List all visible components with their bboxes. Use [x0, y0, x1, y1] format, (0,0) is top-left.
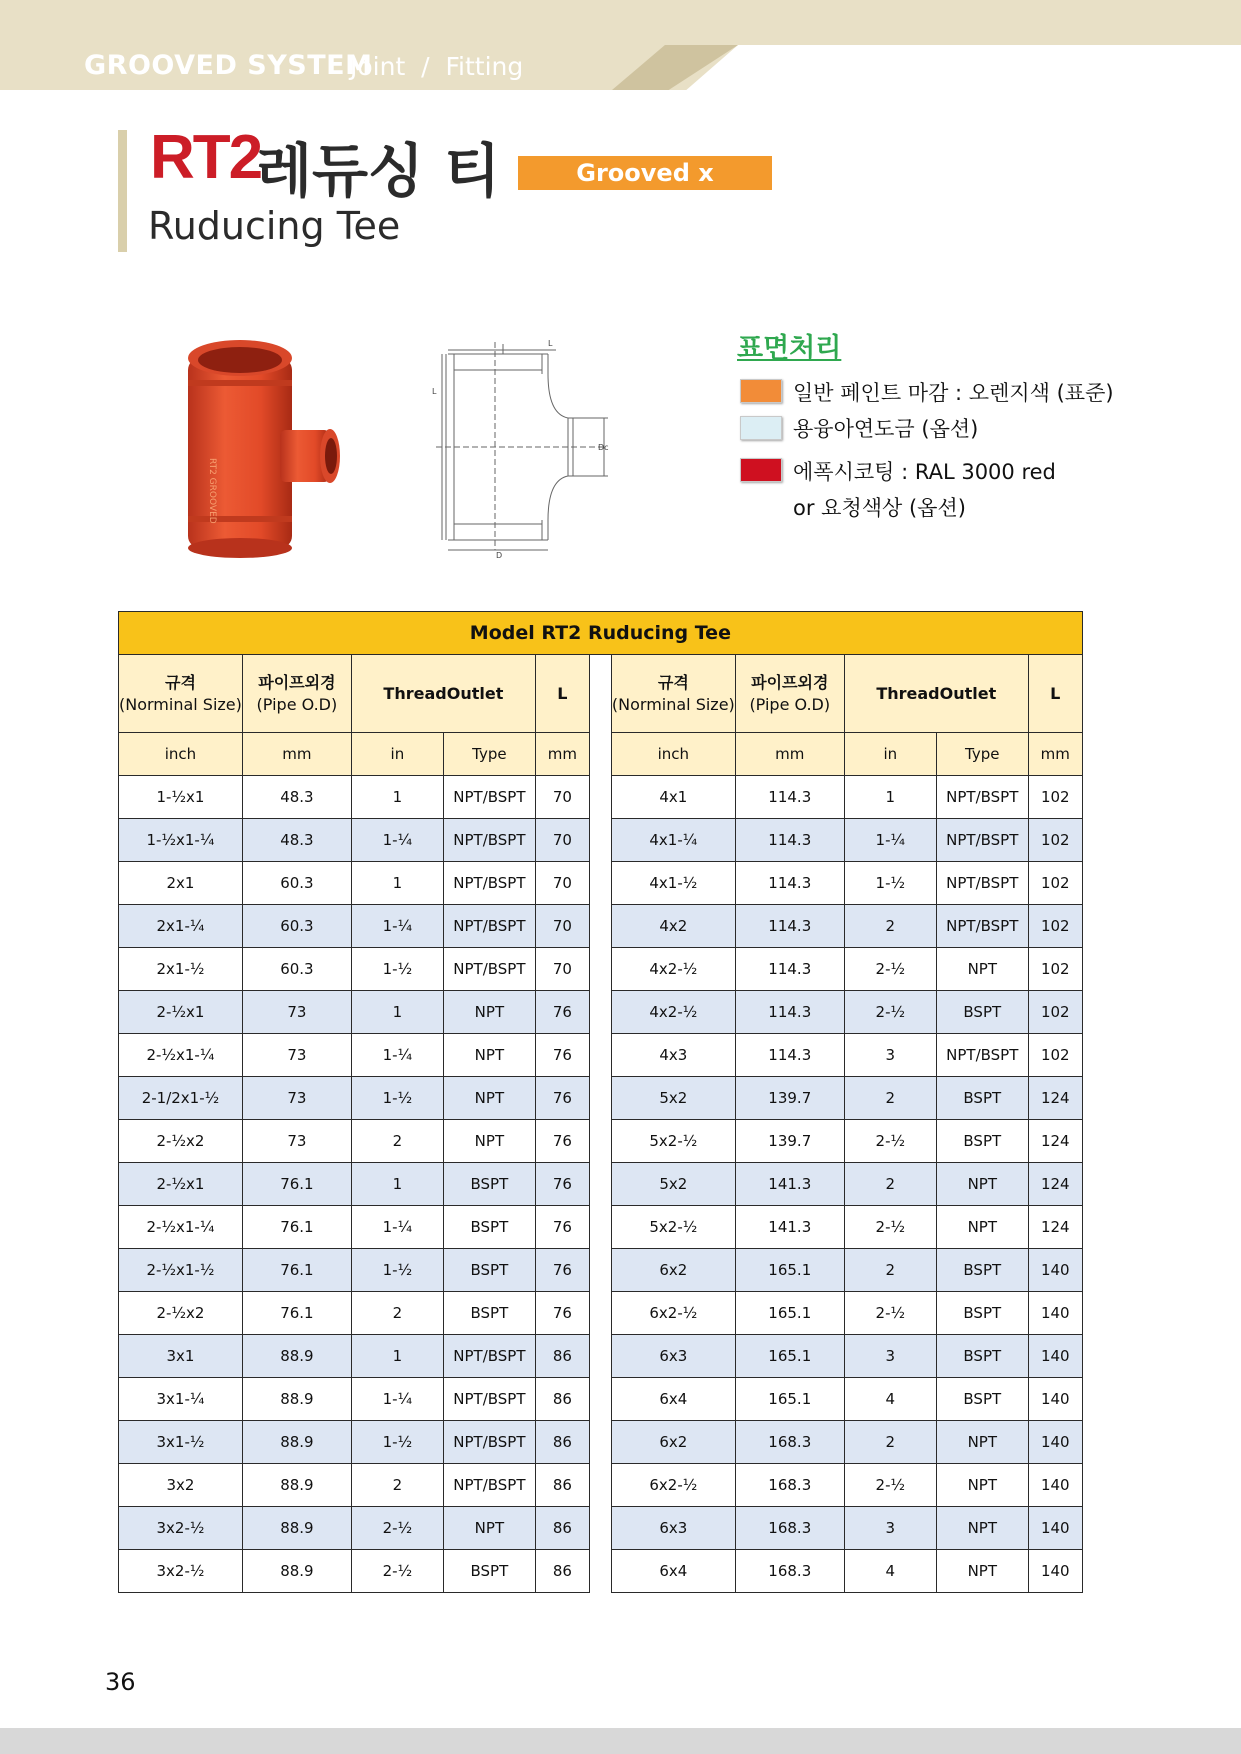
- cell-left-outlet-in: 1-½: [351, 1421, 443, 1464]
- galvanized-label: 용융아연도금 (옵션): [793, 417, 979, 441]
- cell-right-outlet-in: 2-½: [844, 1292, 936, 1335]
- table-row: [119, 1120, 1083, 1163]
- table-gap: [589, 862, 611, 905]
- cell-left-length: 86: [535, 1507, 589, 1550]
- cell-left-outlet-in: 1-¼: [351, 1378, 443, 1421]
- cell-left-size: 2x1-½: [119, 948, 243, 991]
- cell-left-pipe-od: 60.3: [242, 862, 351, 905]
- table-gap: [589, 1120, 611, 1163]
- table-gap: [589, 1335, 611, 1378]
- cell-right-outlet-type: BSPT: [936, 1249, 1028, 1292]
- cell-left-length: 86: [535, 1464, 589, 1507]
- cell-left-pipe-od: 73: [242, 991, 351, 1034]
- cell-right-outlet-type: BSPT: [936, 1292, 1028, 1335]
- unit-mm-right: mm: [735, 733, 844, 776]
- cell-right-length: 140: [1028, 1550, 1082, 1593]
- cell-left-pipe-od: 48.3: [242, 819, 351, 862]
- cell-left-outlet-in: 1: [351, 776, 443, 819]
- drawing-label-l: L: [548, 339, 553, 348]
- table-gap: [589, 905, 611, 948]
- cell-right-length: 102: [1028, 948, 1082, 991]
- cell-right-size: 5x2-½: [611, 1120, 735, 1163]
- cell-right-length: 102: [1028, 862, 1082, 905]
- cell-right-length: 124: [1028, 1163, 1082, 1206]
- cell-right-outlet-type: BSPT: [936, 1120, 1028, 1163]
- table-row: [119, 1292, 1083, 1335]
- table-row: [119, 1249, 1083, 1292]
- table-row: [119, 1507, 1083, 1550]
- table-gap: [589, 1421, 611, 1464]
- cell-right-size: 6x2-½: [611, 1292, 735, 1335]
- table-gap: [589, 948, 611, 991]
- cell-right-outlet-in: 1-½: [844, 862, 936, 905]
- spec-table-container: [118, 611, 1083, 1593]
- table-gap: [589, 1206, 611, 1249]
- cell-right-pipe-od: 168.3: [735, 1550, 844, 1593]
- cell-right-length: 102: [1028, 1034, 1082, 1077]
- unit-mm: mm: [242, 733, 351, 776]
- cell-right-pipe-od: 141.3: [735, 1206, 844, 1249]
- cell-left-length: 76: [535, 1163, 589, 1206]
- svg-text:RT2 GROOVED: RT2 GROOVED: [207, 458, 217, 524]
- table-gap: [589, 1249, 611, 1292]
- header-size-right: 규격 (Norminal Size): [611, 655, 735, 733]
- cell-left-outlet-in: 1-½: [351, 1077, 443, 1120]
- cell-left-outlet-type: NPT: [443, 1507, 535, 1550]
- cell-right-outlet-type: BSPT: [936, 1378, 1028, 1421]
- cell-left-outlet-type: NPT/BSPT: [443, 1421, 535, 1464]
- cell-right-pipe-od: 165.1: [735, 1249, 844, 1292]
- cell-right-outlet-type: NPT: [936, 1163, 1028, 1206]
- unit-type-right: Type: [936, 733, 1028, 776]
- cell-right-length: 140: [1028, 1249, 1082, 1292]
- title-accent-bar: [118, 130, 127, 252]
- cell-right-outlet-type: NPT: [936, 948, 1028, 991]
- cell-left-pipe-od: 88.9: [242, 1335, 351, 1378]
- cell-left-size: 3x2-½: [119, 1550, 243, 1593]
- cell-left-size: 2-½x1-½: [119, 1249, 243, 1292]
- cell-right-size: 5x2: [611, 1077, 735, 1120]
- table-row: [119, 1206, 1083, 1249]
- orange-paint-swatch: [740, 379, 782, 403]
- unit-mm-length-right: mm: [1028, 733, 1082, 776]
- cell-right-size: 4x1-¼: [611, 819, 735, 862]
- cell-left-size: 2-½x1: [119, 1163, 243, 1206]
- cell-left-outlet-type: NPT/BSPT: [443, 776, 535, 819]
- cell-right-pipe-od: 168.3: [735, 1421, 844, 1464]
- surface-treatment-title: 표면처리: [737, 333, 842, 364]
- cell-left-outlet-type: NPT/BSPT: [443, 819, 535, 862]
- cell-right-length: 124: [1028, 1077, 1082, 1120]
- cell-left-length: 76: [535, 1206, 589, 1249]
- cell-right-size: 6x2: [611, 1249, 735, 1292]
- cell-right-pipe-od: 165.1: [735, 1378, 844, 1421]
- cell-left-size: 3x1-¼: [119, 1378, 243, 1421]
- cell-right-pipe-od: 114.3: [735, 819, 844, 862]
- header-length: L: [535, 655, 589, 733]
- section-subtitle: Joint / Fitting: [350, 52, 524, 81]
- cell-left-outlet-type: BSPT: [443, 1206, 535, 1249]
- table-row: [119, 1077, 1083, 1120]
- cell-left-outlet-type: BSPT: [443, 1292, 535, 1335]
- cell-left-length: 70: [535, 862, 589, 905]
- cell-left-pipe-od: 76.1: [242, 1249, 351, 1292]
- cell-right-pipe-od: 114.3: [735, 948, 844, 991]
- drawing-label-l2: L: [432, 387, 437, 396]
- cell-right-outlet-type: NPT/BSPT: [936, 862, 1028, 905]
- table-row: [119, 905, 1083, 948]
- cell-left-outlet-in: 1-¼: [351, 1206, 443, 1249]
- table-row: [119, 991, 1083, 1034]
- cell-right-outlet-in: 2-½: [844, 1464, 936, 1507]
- section-title: GROOVED SYSTEM: [84, 50, 373, 81]
- table-gap: [589, 1077, 611, 1120]
- cell-left-outlet-type: NPT/BSPT: [443, 905, 535, 948]
- connection-type-badge: Grooved x Threaded: [518, 156, 772, 190]
- cell-left-pipe-od: 73: [242, 1120, 351, 1163]
- cell-right-pipe-od: 139.7: [735, 1077, 844, 1120]
- cell-right-outlet-type: BSPT: [936, 1335, 1028, 1378]
- technical-drawing: [428, 334, 618, 560]
- table-gap: [589, 1550, 611, 1593]
- cell-right-outlet-in: 1-¼: [844, 819, 936, 862]
- cell-right-size: 4x2-½: [611, 991, 735, 1034]
- cell-right-pipe-od: 114.3: [735, 1034, 844, 1077]
- table-gap: [589, 776, 611, 819]
- cell-right-size: 6x3: [611, 1507, 735, 1550]
- cell-left-outlet-in: 1: [351, 991, 443, 1034]
- cell-right-size: 5x2-½: [611, 1206, 735, 1249]
- cell-right-length: 102: [1028, 991, 1082, 1034]
- unit-type: Type: [443, 733, 535, 776]
- cell-left-outlet-in: 1: [351, 1335, 443, 1378]
- cell-right-pipe-od: 139.7: [735, 1120, 844, 1163]
- cell-left-outlet-type: NPT/BSPT: [443, 1464, 535, 1507]
- cell-left-outlet-type: NPT/BSPT: [443, 1378, 535, 1421]
- cell-left-outlet-type: NPT: [443, 991, 535, 1034]
- table-gap: [589, 655, 611, 733]
- cell-left-outlet-in: 1-½: [351, 948, 443, 991]
- cell-right-length: 140: [1028, 1464, 1082, 1507]
- cell-left-outlet-type: NPT/BSPT: [443, 948, 535, 991]
- cell-left-outlet-in: 1-¼: [351, 905, 443, 948]
- cell-right-outlet-type: NPT: [936, 1464, 1028, 1507]
- cell-right-size: 5x2: [611, 1163, 735, 1206]
- cell-left-outlet-in: 2: [351, 1292, 443, 1335]
- cell-left-pipe-od: 48.3: [242, 776, 351, 819]
- cell-left-outlet-type: NPT/BSPT: [443, 1335, 535, 1378]
- table-gap: [589, 1163, 611, 1206]
- header-thread-outlet-right: ThreadOutlet: [844, 655, 1028, 733]
- cell-right-size: 6x2: [611, 1421, 735, 1464]
- table-row: [119, 1335, 1083, 1378]
- cell-left-length: 86: [535, 1335, 589, 1378]
- cell-right-outlet-in: 4: [844, 1378, 936, 1421]
- cell-left-length: 70: [535, 905, 589, 948]
- cell-left-length: 70: [535, 776, 589, 819]
- cell-left-size: 2-½x2: [119, 1292, 243, 1335]
- cell-left-outlet-type: NPT: [443, 1120, 535, 1163]
- cell-left-pipe-od: 88.9: [242, 1464, 351, 1507]
- table-row: [119, 1163, 1083, 1206]
- cell-left-length: 86: [535, 1421, 589, 1464]
- header-pipe-od: 파이프외경 (Pipe O.D): [242, 655, 351, 733]
- cell-left-length: 70: [535, 948, 589, 991]
- product-name-english: Ruducing Tee: [148, 204, 401, 248]
- cell-left-pipe-od: 73: [242, 1034, 351, 1077]
- cell-right-outlet-in: 2: [844, 1077, 936, 1120]
- cell-left-length: 76: [535, 1292, 589, 1335]
- cell-left-length: 86: [535, 1378, 589, 1421]
- cell-left-length: 76: [535, 991, 589, 1034]
- cell-left-size: 2-½x1-¼: [119, 1034, 243, 1077]
- cell-right-length: 102: [1028, 819, 1082, 862]
- cell-left-size: 2-½x1: [119, 991, 243, 1034]
- cell-right-outlet-in: 4: [844, 1550, 936, 1593]
- cell-right-length: 140: [1028, 1378, 1082, 1421]
- cell-right-length: 124: [1028, 1206, 1082, 1249]
- cell-right-outlet-in: 2: [844, 1163, 936, 1206]
- drawing-label-d: D: [496, 551, 503, 560]
- cell-right-outlet-type: BSPT: [936, 991, 1028, 1034]
- cell-left-pipe-od: 88.9: [242, 1550, 351, 1593]
- cell-right-outlet-in: 3: [844, 1507, 936, 1550]
- cell-left-outlet-type: NPT: [443, 1077, 535, 1120]
- cell-left-outlet-in: 1: [351, 1163, 443, 1206]
- cell-left-pipe-od: 88.9: [242, 1507, 351, 1550]
- table-gap: [589, 1292, 611, 1335]
- cell-right-length: 140: [1028, 1292, 1082, 1335]
- cell-left-pipe-od: 88.9: [242, 1421, 351, 1464]
- table-row: [119, 819, 1083, 862]
- cell-right-outlet-type: NPT/BSPT: [936, 819, 1028, 862]
- cell-left-outlet-in: 2-½: [351, 1507, 443, 1550]
- header-length-right: L: [1028, 655, 1082, 733]
- cell-left-outlet-type: BSPT: [443, 1249, 535, 1292]
- header-pipe-od-right: 파이프외경 (Pipe O.D): [735, 655, 844, 733]
- unit-inch: inch: [119, 733, 243, 776]
- cell-right-pipe-od: 165.1: [735, 1335, 844, 1378]
- cell-left-size: 2-½x2: [119, 1120, 243, 1163]
- cell-right-outlet-type: NPT: [936, 1206, 1028, 1249]
- unit-in-right: in: [844, 733, 936, 776]
- cell-right-size: 4x2: [611, 905, 735, 948]
- cell-right-size: 4x1: [611, 776, 735, 819]
- cell-right-pipe-od: 114.3: [735, 905, 844, 948]
- cell-right-outlet-in: 2-½: [844, 1120, 936, 1163]
- unit-in: in: [351, 733, 443, 776]
- cell-right-size: 6x4: [611, 1550, 735, 1593]
- cell-right-pipe-od: 114.3: [735, 862, 844, 905]
- cell-right-outlet-in: 2-½: [844, 948, 936, 991]
- cell-left-outlet-in: 1-½: [351, 1249, 443, 1292]
- unit-inch-right: inch: [611, 733, 735, 776]
- epoxy-red-swatch: [740, 458, 782, 482]
- cell-left-size: 2x1-¼: [119, 905, 243, 948]
- cell-left-size: 2x1: [119, 862, 243, 905]
- cell-right-outlet-type: NPT: [936, 1507, 1028, 1550]
- cell-right-length: 140: [1028, 1507, 1082, 1550]
- table-row: [119, 1378, 1083, 1421]
- cell-left-length: 86: [535, 1550, 589, 1593]
- orange-paint-label: 일반 페인트 마감 : 오렌지색 (표준): [793, 381, 1114, 405]
- cell-right-size: 6x2-½: [611, 1464, 735, 1507]
- cell-left-size: 3x2-½: [119, 1507, 243, 1550]
- cell-left-size: 2-½x1-¼: [119, 1206, 243, 1249]
- cell-right-pipe-od: 114.3: [735, 991, 844, 1034]
- cell-right-size: 6x4: [611, 1378, 735, 1421]
- cell-left-pipe-od: 76.1: [242, 1163, 351, 1206]
- cell-left-outlet-type: NPT: [443, 1034, 535, 1077]
- table-row: [119, 1421, 1083, 1464]
- cell-right-length: 102: [1028, 905, 1082, 948]
- cell-right-outlet-in: 2-½: [844, 991, 936, 1034]
- cell-left-size: 3x1-½: [119, 1421, 243, 1464]
- cell-right-outlet-in: 2: [844, 1421, 936, 1464]
- table-gap: [589, 733, 611, 776]
- cell-left-length: 70: [535, 819, 589, 862]
- product-name-korean: 레듀싱 티: [256, 137, 501, 205]
- galvanized-swatch: [740, 416, 782, 440]
- cell-left-outlet-in: 2-½: [351, 1550, 443, 1593]
- table-row: [119, 948, 1083, 991]
- cell-left-length: 76: [535, 1077, 589, 1120]
- cell-left-size: 3x1: [119, 1335, 243, 1378]
- cell-left-pipe-od: 60.3: [242, 905, 351, 948]
- cell-left-outlet-type: BSPT: [443, 1163, 535, 1206]
- cell-right-outlet-type: BSPT: [936, 1077, 1028, 1120]
- cell-left-outlet-in: 2: [351, 1120, 443, 1163]
- cell-left-size: 1-½x1: [119, 776, 243, 819]
- table-title: Model RT2 Ruducing Tee: [119, 612, 1083, 655]
- table-row: [119, 862, 1083, 905]
- cell-left-length: 76: [535, 1034, 589, 1077]
- table-gap: [589, 1507, 611, 1550]
- table-gap: [589, 1378, 611, 1421]
- cell-left-pipe-od: 76.1: [242, 1292, 351, 1335]
- table-row: [119, 1464, 1083, 1507]
- cell-right-length: 140: [1028, 1421, 1082, 1464]
- cell-right-pipe-od: 168.3: [735, 1507, 844, 1550]
- cell-right-outlet-in: 2-½: [844, 1206, 936, 1249]
- cell-left-size: 3x2: [119, 1464, 243, 1507]
- cell-left-pipe-od: 60.3: [242, 948, 351, 991]
- cell-left-pipe-od: 73: [242, 1077, 351, 1120]
- header-thread-outlet: ThreadOutlet: [351, 655, 535, 733]
- cell-right-length: 102: [1028, 776, 1082, 819]
- cell-right-size: 4x2-½: [611, 948, 735, 991]
- epoxy-coating-label: 에폭시코팅 : RAL 3000 red: [793, 460, 1056, 484]
- cell-right-outlet-in: 1: [844, 776, 936, 819]
- cell-right-outlet-type: NPT: [936, 1550, 1028, 1593]
- header-size: 규격 (Norminal Size): [119, 655, 243, 733]
- cell-left-outlet-type: NPT/BSPT: [443, 862, 535, 905]
- cell-left-outlet-in: 1: [351, 862, 443, 905]
- cell-right-outlet-in: 3: [844, 1034, 936, 1077]
- cell-right-outlet-type: NPT/BSPT: [936, 905, 1028, 948]
- table-row: [119, 776, 1083, 819]
- custom-color-note: or 요청색상 (옵션): [793, 496, 966, 520]
- footer-band: [0, 1728, 1241, 1754]
- cell-right-size: 4x1-½: [611, 862, 735, 905]
- cell-right-outlet-in: 2: [844, 1249, 936, 1292]
- cell-right-length: 140: [1028, 1335, 1082, 1378]
- cell-right-pipe-od: 168.3: [735, 1464, 844, 1507]
- unit-mm-length: mm: [535, 733, 589, 776]
- cell-left-outlet-type: BSPT: [443, 1550, 535, 1593]
- table-gap: [589, 819, 611, 862]
- cell-right-outlet-type: NPT: [936, 1421, 1028, 1464]
- cell-left-length: 76: [535, 1120, 589, 1163]
- cell-right-pipe-od: 141.3: [735, 1163, 844, 1206]
- cell-left-size: 1-½x1-¼: [119, 819, 243, 862]
- table-gap: [589, 1034, 611, 1077]
- cell-right-size: 4x3: [611, 1034, 735, 1077]
- cell-right-outlet-in: 3: [844, 1335, 936, 1378]
- page-number: 36: [105, 1668, 136, 1696]
- cell-right-length: 124: [1028, 1120, 1082, 1163]
- cell-left-outlet-in: 1-¼: [351, 819, 443, 862]
- cell-right-pipe-od: 165.1: [735, 1292, 844, 1335]
- cell-right-outlet-type: NPT/BSPT: [936, 1034, 1028, 1077]
- cell-left-size: 2-1/2x1-½: [119, 1077, 243, 1120]
- cell-left-pipe-od: 76.1: [242, 1206, 351, 1249]
- cell-left-length: 76: [535, 1249, 589, 1292]
- cell-left-outlet-in: 1-¼: [351, 1034, 443, 1077]
- table-row: [119, 1550, 1083, 1593]
- cell-left-outlet-in: 2: [351, 1464, 443, 1507]
- cell-right-outlet-in: 2: [844, 905, 936, 948]
- cell-right-size: 6x3: [611, 1335, 735, 1378]
- product-photo: [180, 338, 340, 560]
- table-row: [119, 1034, 1083, 1077]
- table-gap: [589, 991, 611, 1034]
- spec-table: [118, 611, 1083, 1593]
- cell-left-pipe-od: 88.9: [242, 1378, 351, 1421]
- drawing-label-dc: Dc: [598, 443, 609, 452]
- cell-right-outlet-type: NPT/BSPT: [936, 776, 1028, 819]
- table-gap: [589, 1464, 611, 1507]
- cell-right-pipe-od: 114.3: [735, 776, 844, 819]
- product-model: RT2: [150, 123, 262, 192]
